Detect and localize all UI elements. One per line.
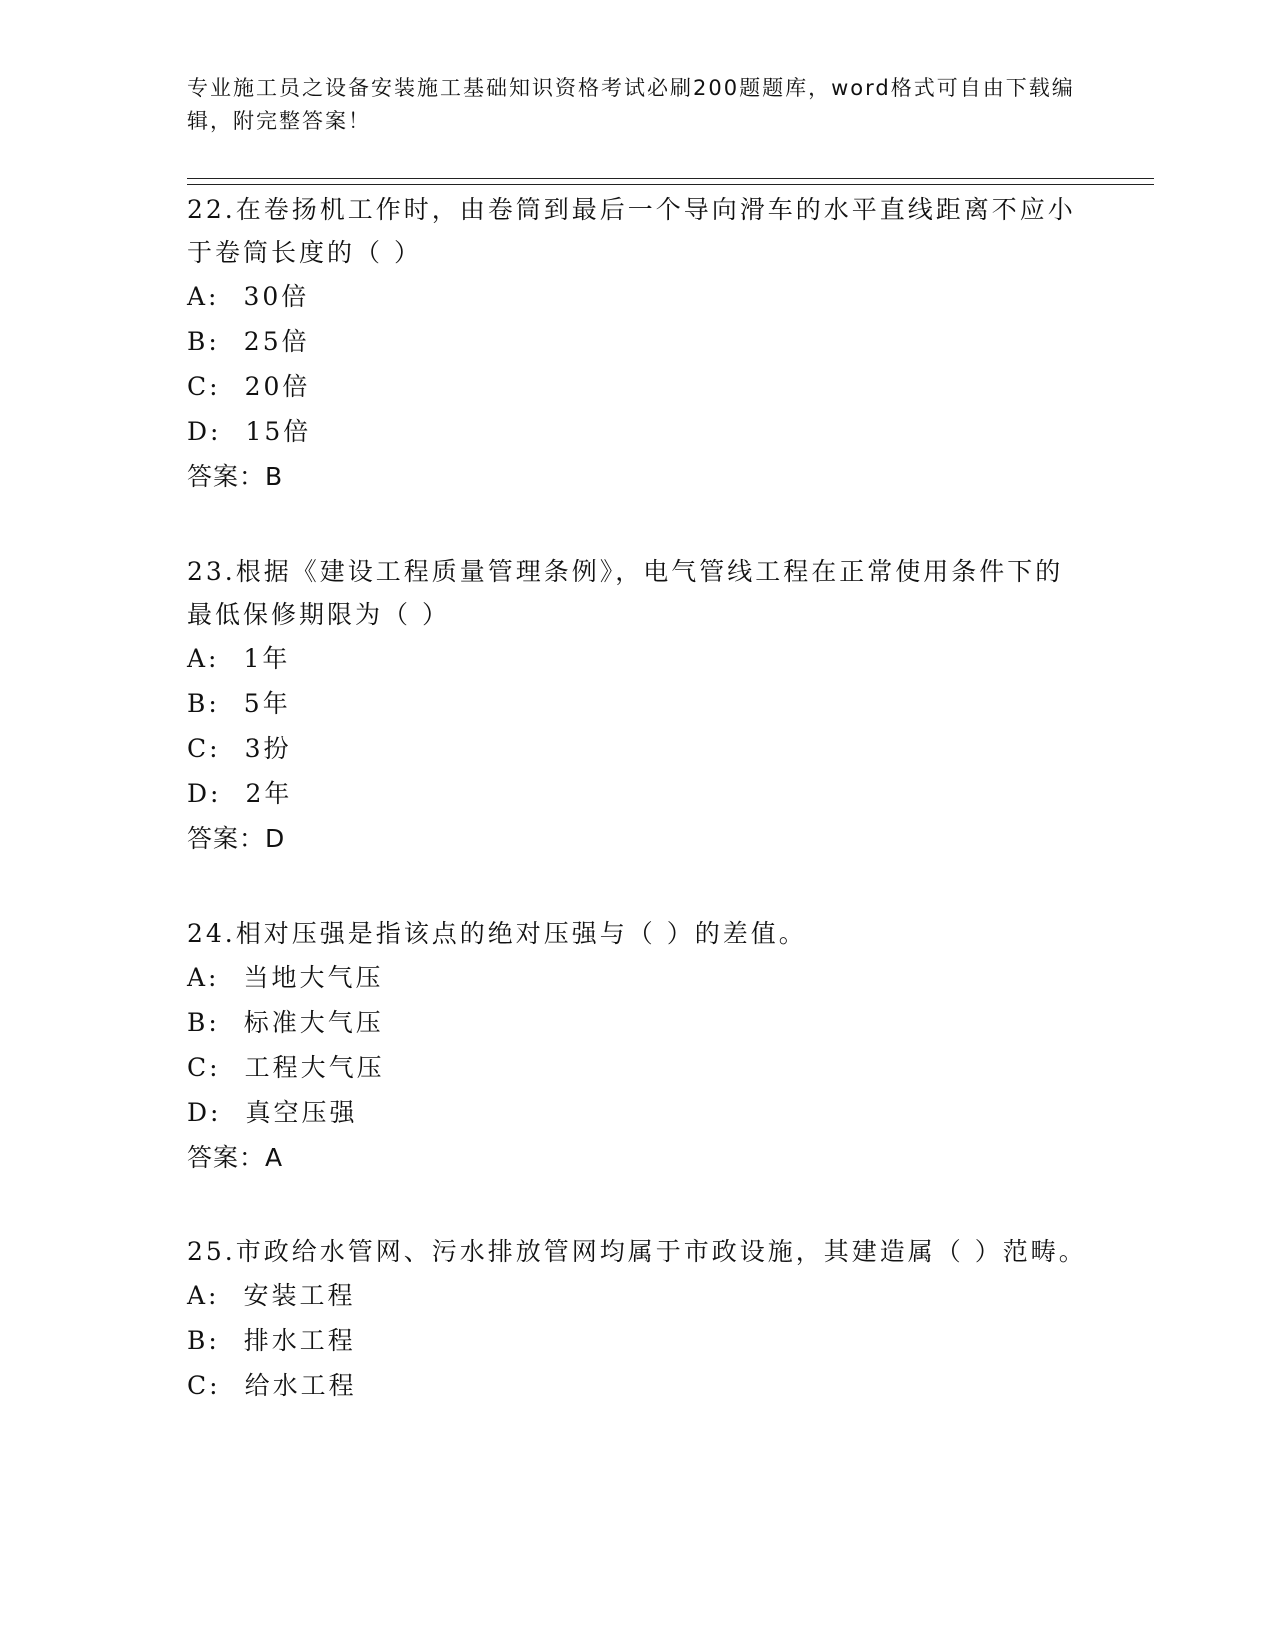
option-b [187, 1000, 1087, 1045]
option-label: C: [187, 734, 221, 763]
question-text: 22.在卷扬机工作时，由卷筒到最后一个导向滑车的水平直线距离不应小于卷筒长度的（ ） [187, 195, 1076, 267]
answer: 答案：B [187, 462, 284, 491]
option-text: 标准大气压 [243, 1008, 384, 1037]
option-label: B: [187, 1008, 220, 1037]
option-d [187, 771, 1087, 816]
option-label: B: [187, 327, 220, 356]
option-text: 1年 [243, 644, 291, 673]
question-25 [187, 1230, 1087, 1408]
option-text: 当地大气压 [243, 963, 384, 992]
option-a [187, 636, 1087, 681]
option-text: 真空压强 [245, 1098, 358, 1127]
option-label: D: [187, 1098, 222, 1127]
option-a [187, 955, 1087, 1000]
option-label: B: [187, 689, 220, 718]
option-b [187, 319, 1087, 364]
option-label: C: [187, 1371, 221, 1400]
option-label: A: [187, 644, 220, 673]
option-c [187, 726, 1087, 771]
option-text: 30倍 [243, 282, 310, 311]
option-label: A: [187, 1281, 220, 1310]
question-24 [187, 912, 1087, 1180]
question-text: 24.相对压强是指该点的绝对压强与（ ）的差值。 [187, 919, 807, 948]
option-label: A: [187, 963, 220, 992]
option-label: D: [187, 417, 222, 446]
option-c [187, 1045, 1087, 1090]
answer: 答案：A [187, 1143, 284, 1172]
question-22 [187, 188, 1087, 499]
option-text: 3扮 [244, 734, 292, 763]
option-label: D: [187, 779, 222, 808]
option-text: 20倍 [244, 372, 311, 401]
option-text: 工程大气压 [244, 1053, 385, 1082]
option-label: C: [187, 1053, 221, 1082]
option-d [187, 1090, 1087, 1135]
question-text: 25.市政给水管网、污水排放管网均属于市政设施，其建造属（ ）范畴。 [187, 1237, 1087, 1266]
header-divider-top [187, 178, 1154, 179]
option-c [187, 364, 1087, 409]
option-b [187, 681, 1087, 726]
option-text: 15倍 [245, 417, 312, 446]
option-text: 5年 [243, 689, 291, 718]
option-text: 给水工程 [244, 1371, 357, 1400]
option-a [187, 274, 1087, 319]
question-23 [187, 550, 1087, 861]
answer: 答案：D [187, 824, 286, 853]
document-header: 专业施工员之设备安装施工基础知识资格考试必刷200题题库，word格式可自由下载编辑，附完整答案！ [187, 76, 1075, 133]
header-divider-bottom [187, 184, 1154, 185]
option-text: 2年 [245, 779, 293, 808]
option-text: 排水工程 [243, 1326, 356, 1355]
option-a [187, 1273, 1087, 1318]
question-text: 23.根据《建设工程质量管理条例》，电气管线工程在正常使用条件下的最低保修期限为（ ） [187, 557, 1064, 629]
option-b [187, 1318, 1087, 1363]
option-text: 25倍 [243, 327, 310, 356]
option-label: A: [187, 282, 220, 311]
option-label: B: [187, 1326, 220, 1355]
option-text: 安装工程 [243, 1281, 356, 1310]
option-label: C: [187, 372, 221, 401]
option-c [187, 1363, 1087, 1408]
option-d [187, 409, 1087, 454]
